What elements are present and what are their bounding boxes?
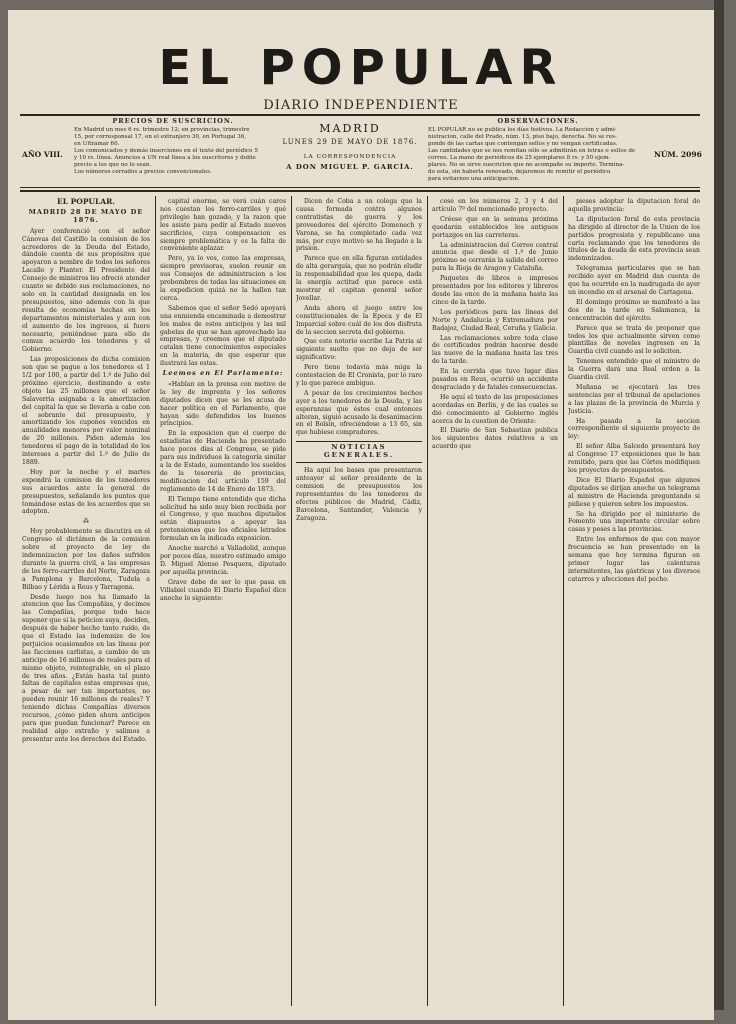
- addressee: A DON MIGUEL P. GARCÍA.: [286, 163, 414, 171]
- article-paragraph: La diputacion foral de esta provincia ha dirigido al director de la Union de los partidos progresista y republicano una carta reclamando que los tenedores de títulos de la deuda de esta provincia sean indemnizados.: [568, 215, 700, 263]
- column-1-heading: EL POPULAR.: [57, 198, 115, 206]
- subscription-line: en Ultramar 60.: [74, 141, 120, 147]
- article-paragraph: pieses adoptar la diputacion foral de aquella provincia:: [568, 198, 700, 213]
- subscription-line: En Madrid un mes 6 rs. trimestre 12; en provincias, trimestre: [74, 127, 250, 133]
- section-title: NOTICIAS GENERALES.: [296, 441, 422, 463]
- subscription-title: PRECIOS DE SUSCRICION.: [112, 117, 234, 125]
- observations-title: OBSERVACIONES.: [497, 117, 579, 125]
- quote-heading: Leemos en El Parlamento:: [162, 369, 284, 378]
- column-4: [432, 198, 558, 998]
- subscription-line: Los comunicados y demás inserciones en el texto del periódico 5: [74, 148, 258, 154]
- subscription-line: y 10 rs. línea. Anuncios a UN real línea a los suscritores y doble: [74, 155, 256, 161]
- article-paragraph: Dice El Diario Español que algunos diputados se dirijan anoche un telegrama al ministro de Hacienda preguntando si pidiese y quieren sobre los impuestos.: [568, 476, 700, 508]
- column-divider: [563, 196, 564, 1006]
- article-paragraph: Grave debe de ser lo que pasa en Villabiel cuando El Diario Español dice anoche lo siguiente:: [160, 578, 286, 602]
- article-paragraph: Paquetes de libros o impresos presentados por los editores y libreros desde las once de la mañana hasta las cinco de la tarde.: [432, 275, 558, 306]
- header-rule-bottom: [20, 190, 700, 192]
- article-paragraph: Parece que se trata de proponer que todos los que actualmente sirven como plantillas de noveles ingresen en la Guardia civil cuando así lo soliciten.: [568, 324, 700, 356]
- newspaper-subtitle: DIARIO INDEPENDIENTE: [263, 98, 459, 113]
- article-paragraph: El señor Alba Salcedo presentará hoy al Congreso 17 exposiciones que le han remitido, para que las Córtes modifiquen los proyectos de presupuestos.: [568, 443, 700, 474]
- column-divider: [155, 196, 156, 1006]
- article-paragraph: Parece que en ella figuran entidades de alta gerarquía, que no podrán eludir la responsabilidad que les quepa, dada la energía actitud que parece está mostrar el capitan general señor Jovellar.: [296, 255, 422, 302]
- column-3: [296, 198, 422, 998]
- subscription-line: Los números cerrados a precios convencionales.: [74, 169, 212, 175]
- article-paragraph: «Hablan en la prensa con motivo de la ley de imprenta y los señores diputados dicen que se les acusa de hacer política en el Parlamento, que hayan sido defendidos los buenos principios.: [160, 380, 286, 428]
- issue-date: LUNES 29 DE MAYO DE 1876.: [282, 138, 418, 146]
- column-1-dateline: MADRID 28 DE MAYO DE 1876.: [28, 207, 144, 224]
- article-paragraph: cese en los números 2, 3 y 4 del artículo 7º del mencionado proyecto.: [432, 198, 558, 213]
- article-paragraph: Los periódicos para las líneas del Norte y Andalucía y Extremadura por Badajoz, Ciudad Real, Coruña y Galicia.: [432, 308, 558, 332]
- article-paragraph: He aquí el texto de las proposiciones acordadas en Berlin, y de las cuales se dió conocimiento al Gobierno inglés acerca de la cuestion de Oriente:: [432, 393, 558, 425]
- city: MADRID: [319, 122, 381, 135]
- article-paragraph: Entre los enfermos de que con mayor frecuencia se han presentado en la semana que hoy termina figuran en primer lugar las calenturas intermitentes, las gástricas y los diversos catarros y afecciones del pecho.: [568, 536, 700, 583]
- year-label: AÑO VIII.: [22, 150, 63, 159]
- subscription-box: [74, 118, 272, 176]
- article-paragraph: En la exposicion que el cuerpo de estadistas de Hacienda ha presentado hace pocos días al Congreso, se pide para sus individuos la categoría similar a la de Estado, aumentando los sueldos de la tesorería de provincias, modificacion del artículo 159 del reglamento de 14 de Enero de 1873.: [160, 430, 286, 493]
- article-paragraph: capital enorme, se verá cuán caros nos cuestan los ferro-carriles y qué privilegio han gozado, y la razon que les asiste para pedir al Estado nuevos sacrificios, cuya compensacion es siempre problemática y es la falta de conveniente aplazar.: [160, 198, 286, 253]
- article-paragraph: En la corrida que tuvo lugar días pasados en Reus, ocurrió un accidente desgraciado y de fatales consecuencias.: [432, 368, 558, 391]
- article-paragraph: Anda ahora el juego entre los constitucionales de la Epoca y de El Imparcial sobre cuál de los dos disfruta de la seccion secreta del gobierno.: [296, 304, 422, 336]
- book-spine: [714, 0, 724, 1010]
- observations-box: [428, 118, 648, 183]
- article-paragraph: El domingo próximo se manifestó a las dos de la tarde en Salamanca, la concentración del ejército.: [568, 298, 700, 322]
- newspaper-page: [8, 10, 714, 1020]
- column-1: [22, 198, 150, 998]
- column-5: [568, 198, 700, 998]
- article-paragraph: Ha pasado a la seccion correspondiente el siguiente proyecto de ley:: [568, 417, 700, 441]
- article-paragraph: Dicen de Coba a un colega que la causa formada contra algunos contratistas de guerra y los proveedores del ejército Domenech y Varona, se ha completado cada vez más, por cuyo motivo se ha llegado a la prision.: [296, 198, 422, 253]
- article-paragraph: Ayer conferenció con el señor Cánovas del Castillo la comision de los acreedores de la Deuda del Estado, dándole cuenta de sus propósitos que apoyaron a nombre de todos los señores Lacalle y Planter. El Presidente del Consejo de ministros les ofreció atender cuanto se debido sus reclamaciones, no solo en la cantidad designada en los presupuestos, sino además con la que resulta de economías hechas en los departamentos ministeriales y aun con el aumento de los ingresos, si fuere necesario, poniéndose para ello de comun acuerdo los tenedores y el Gobierno.: [22, 227, 150, 354]
- article-paragraph: Telegramas particulares que se han recibido ayer en Madrid dan cuenta de que ha ocurrido en la madrugada de ayer un incendio en el arsenal de Cartagena.: [568, 265, 700, 296]
- article-paragraph: A pesar de los crecimientos hechos ayer a los tenedores de la Deuda, y las esperanzas que éstos cual entonces alteran, siguió acusado la desanimacion en el Bolsin, ofreciéndose a 13 65, sin que hubiese compradores.: [296, 389, 422, 437]
- subscription-line: precio a los que no lo sean.: [74, 162, 152, 168]
- observations-line: para evitarnos una anticipacion.: [428, 176, 520, 182]
- header-rule-top: [20, 187, 700, 188]
- article-paragraph: Que este notorio escribe La Patria al siguiente suelto que no deja de ser significativo:: [296, 338, 422, 362]
- article-paragraph: Créese que en la semana próxima quedarán establecidos los antiguos portazgos en las carreteras.: [432, 215, 558, 239]
- article-paragraph: Desde luego nos ha llamado la atencion que las Compañías, y decimos las Compañías, porque todo hace suponer que si la peticion suya, deciden, después de haber hecho tanto ruido, de que el Estado las indemnize de los perjuicios ocasionados en las líneas por las facciones carlistas, a cambio de un anticipo de 16 millones de reales para el mismo objeto, reintegrable, en el plazo de tres años. ¿Están hasta tal punto faltas de capitales estas empresas que, a pesar de ser tan importantes, no pueden reunir 16 millones de reales? Y teniendo dichas Compañías diversos recursos, ¿cómo piden ahora anticipos para que puedan funcionar? Parece en realidad algo extraño y salimos a presentar ante los derechos del Estado.: [22, 593, 150, 743]
- newspaper-title: EL POPULAR: [158, 40, 564, 96]
- observations-line: correo. La mano de periódicos de 25 ejemplares 8 rs. y 50 ejem-: [428, 155, 611, 161]
- article-paragraph: Pero, ya lo ves, como las empresas, siempre previsoras, suelen reunir en sus Consejos de administracion a los probombres de todas las situaciones en la expedicion quizá no la hallen tan cerca.: [160, 255, 286, 302]
- article-paragraph: El Tiempo tiene entendido que dicha solicitud ha sido muy bien recibida por el Congreso, y que muchos diputados están dispuestos a apoyar las pretensiones que los oficiales letrados formulan en la indicada exposicion.: [160, 495, 286, 543]
- correspondence-label: LA CORRESPONDENCIA: [303, 154, 397, 160]
- observations-line: Las cantidades que se nos remitan sólo se admitirán en letras o sellos de: [428, 148, 636, 154]
- observations-line: nistracion, calle del Prado, núm. 13, piso bajo, derecha. No se res-: [428, 134, 617, 140]
- column-divider: [427, 196, 428, 1006]
- observations-line: do esta, sin haberla renovado, dejaremos de remitir el periódico: [428, 169, 611, 175]
- article-paragraph: Hoy probablemente se discutirá en el Congreso el dictámen de la comision sobre el proyecto de ley de indemnizacion por los daños sufridos durante la guerra civil, a las empresas de los ferro-carriles del Norte, Zaragoza a Pamplona y Barcelona, Tudela a Bilbao y Lérida a Reus y Tarragona.: [22, 528, 150, 591]
- article-paragraph: Ha aquí los bases que presentaron anteayer al señor presidente de la comision de presupuestos los representantes de los tenedores de efectos públicos de Madrid, Cádiz, Barcelona, Santander, Valencia y Zaragoza.: [296, 467, 422, 522]
- observations-line: ponde de las cartas que contengan sellos y no vengan certificadas.: [428, 141, 618, 147]
- section-separator: ⁂: [83, 518, 89, 526]
- observations-line: plares. No se sirve suscricion que no acompañe su importe. Termina-: [428, 162, 625, 168]
- article-paragraph: Mañana se ejecutará las tres sentencias por el tribunal de apelaciones a las plazas de la provincia de Murcia y Justicia.: [568, 383, 700, 415]
- article-paragraph: El Diario de San Sebastian publica los siguientes datos relativos a un acuerdo que: [432, 427, 558, 451]
- article-paragraph: Pero tiene todavía más miga la contestacion de El Cronista, por lo raro y lo que parece ambiguo.: [296, 364, 422, 387]
- column-divider: [291, 196, 292, 1006]
- article-paragraph: Las proposiciones de dicha comision son que se pague a los tenedores el 1 1/2 por 100, a partir del 1.º de Julio del próximo ejercicio, destinando a este objeto las 25 millones que el señor Salaverria asignaba a la amortizacion del capital la que se llevaria a cabo con el sobrante del presupuesto, y amortizando los cupones vencidos en anualidades menores por valor nominal de 20 millones. Piden además los tenedores el pago de la totalidad de los intereses a partir del 1.º de Julio de 1889.: [22, 356, 150, 466]
- article-paragraph: Tenemos entendido que el ministro de la Guerra dará una Real orden a la Guardia civil.: [568, 358, 700, 382]
- dateline-box: [276, 122, 424, 171]
- article-paragraph: Anoche marchó a Valladolid, aunque por pocos días, nuestro estimado amigo D. Miguel Alonso Pesquera, diputado por aquella provincia.: [160, 545, 286, 576]
- article-paragraph: Sabemos que el señor Sedó apoyará una enmienda encaminada a demostrar los males de estos anticipos y las mil gabelas de que se han aprovechado las empresas, y creemos que el diputado catalan tiene conocimientos especiales en la materia, de que esperar que ilustrará las estas.: [160, 304, 286, 368]
- article-paragraph: La administracion del Correo central anuncia que desde el 1.º de Junio próximo se cerrarán la salida del correo para la Rioja de Aragon y Cataluña.: [432, 241, 558, 273]
- subscription-line: 15, por corresponsal 17, en el extranjero 30, en Portugal 36,: [74, 134, 247, 140]
- article-paragraph: Se ha dirigido por el ministerio de Fomento una importante circular sobre casas y peses a las provincias.: [568, 510, 700, 534]
- masthead-rule: [20, 114, 700, 116]
- observations-line: EL POPULAR no se publica los días festivos. La Redaccion y admi-: [428, 127, 617, 133]
- column-2: [160, 198, 286, 998]
- article-paragraph: Hoy por la noche y el martes expondrá la comision de los tenedores sus acuerdos ante la general de presupuestos, señalando los puntos que tomándose estas de los acuerdos que se adopten.: [22, 468, 150, 516]
- article-paragraph: Las reclamaciones sobre toda clase de certificados podrán hacerse desde las nueve de la mañana hasta las tres de la tarde.: [432, 334, 558, 366]
- issue-number: NÚM. 2096: [654, 150, 702, 159]
